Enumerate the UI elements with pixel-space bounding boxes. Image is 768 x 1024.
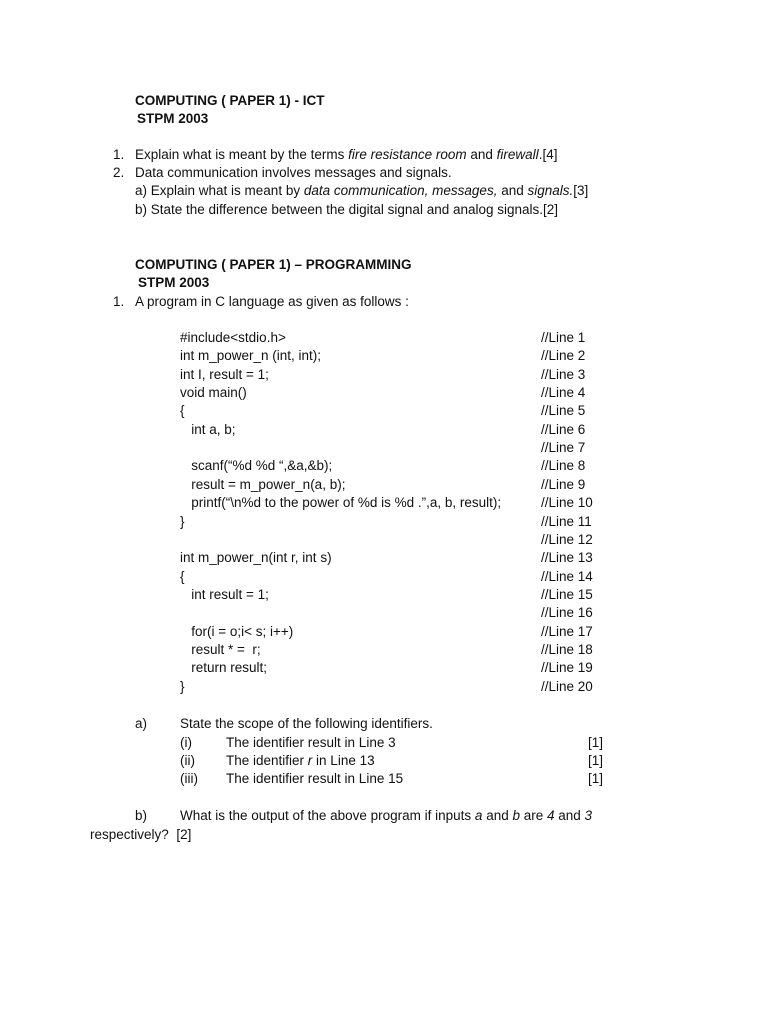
ict-q1-number: 1. bbox=[113, 147, 125, 162]
code-line-comment: //Line 15 bbox=[541, 587, 593, 602]
code-line-comment: //Line 20 bbox=[541, 679, 593, 694]
code-line: #include<stdio.h> bbox=[180, 330, 286, 345]
qa-item-mark: [1] bbox=[588, 771, 604, 786]
ict-q1-text: Explain what is meant by the terms fire resistance room and firewall.[4] bbox=[135, 147, 558, 162]
prog-q1-number: 1. bbox=[113, 294, 125, 309]
qa-item-mark: [1] bbox=[588, 735, 604, 750]
ict-q2b-text: b) State the difference between the digital signal and analog signals.[2] bbox=[135, 202, 559, 217]
code-line: { bbox=[180, 403, 185, 418]
code-line-comment: //Line 18 bbox=[541, 642, 593, 657]
qa-text: State the scope of the following identifiers. bbox=[180, 716, 433, 731]
code-line: int I, result = 1; bbox=[180, 367, 269, 382]
ict-q2-number: 2. bbox=[113, 165, 125, 180]
code-line-comment: //Line 3 bbox=[541, 367, 586, 382]
code-line-comment: //Line 4 bbox=[541, 385, 586, 400]
code-line-comment: //Line 5 bbox=[541, 403, 586, 418]
code-line: int m_power_n(int r, int s) bbox=[180, 550, 332, 565]
prog-year: STPM 2003 bbox=[138, 275, 210, 290]
code-line: int result = 1; bbox=[180, 587, 269, 602]
qa-item-number: (iii) bbox=[180, 771, 198, 786]
code-line-comment: //Line 9 bbox=[541, 477, 586, 492]
qa-item-text: The identifier result in Line 3 bbox=[226, 735, 396, 750]
code-line: void main() bbox=[180, 385, 247, 400]
code-line-comment: //Line 6 bbox=[541, 422, 586, 437]
code-line: return result; bbox=[180, 660, 268, 675]
qa-item-number: (ii) bbox=[180, 753, 195, 768]
qa-item-text: The identifier result in Line 15 bbox=[226, 771, 404, 786]
code-line-comment: //Line 11 bbox=[541, 514, 592, 529]
code-line: result = m_power_n(a, b); bbox=[180, 477, 346, 492]
code-line: printf(“\n%d to the power of %d is %d .”,a, b, result); bbox=[180, 495, 502, 510]
prog-q1-text: A program in C language as given as follows : bbox=[135, 294, 409, 309]
code-line-comment: //Line 10 bbox=[541, 495, 593, 510]
qa-item-number: (i) bbox=[180, 735, 192, 750]
ict-q2-text: Data communication involves messages and signals. bbox=[135, 165, 452, 180]
code-line: int m_power_n (int, int); bbox=[180, 348, 322, 363]
code-line-comment: //Line 8 bbox=[541, 458, 586, 473]
code-line-comment: //Line 2 bbox=[541, 348, 586, 363]
code-line: scanf(“%d %d “,&a,&b); bbox=[180, 458, 333, 473]
code-line-comment: //Line 16 bbox=[541, 605, 593, 620]
qa-item-mark: [1] bbox=[588, 753, 604, 768]
code-line: { bbox=[180, 569, 185, 584]
code-line: } bbox=[180, 514, 185, 529]
code-line: int a, b; bbox=[180, 422, 236, 437]
code-line-comment: //Line 1 bbox=[541, 330, 586, 345]
code-line: } bbox=[180, 679, 185, 694]
ict-q2a-text: a) Explain what is meant by data communication, messages, and signals.[3] bbox=[135, 183, 589, 198]
qb-text: What is the output of the above program if inputs a and b are 4 and 3 bbox=[180, 808, 593, 823]
code-line: result * = r; bbox=[180, 642, 261, 657]
ict-heading: COMPUTING ( PAPER 1) - ICT bbox=[135, 93, 325, 108]
qa-label: a) bbox=[135, 716, 148, 731]
code-line-comment: //Line 7 bbox=[541, 440, 586, 455]
code-line-comment: //Line 14 bbox=[541, 569, 593, 584]
prog-heading: COMPUTING ( PAPER 1) – PROGRAMMING bbox=[135, 257, 412, 272]
ict-year: STPM 2003 bbox=[137, 111, 209, 126]
qa-item-text: The identifier r in Line 13 bbox=[226, 753, 375, 768]
code-line-comment: //Line 19 bbox=[541, 660, 593, 675]
code-line-comment: //Line 12 bbox=[541, 532, 593, 547]
qb-text-continued: respectively? [2] bbox=[90, 827, 192, 842]
qb-label: b) bbox=[135, 808, 148, 823]
code-line-comment: //Line 13 bbox=[541, 550, 593, 565]
code-line-comment: //Line 17 bbox=[541, 624, 593, 639]
code-line: for(i = o;i< s; i++) bbox=[180, 624, 294, 639]
